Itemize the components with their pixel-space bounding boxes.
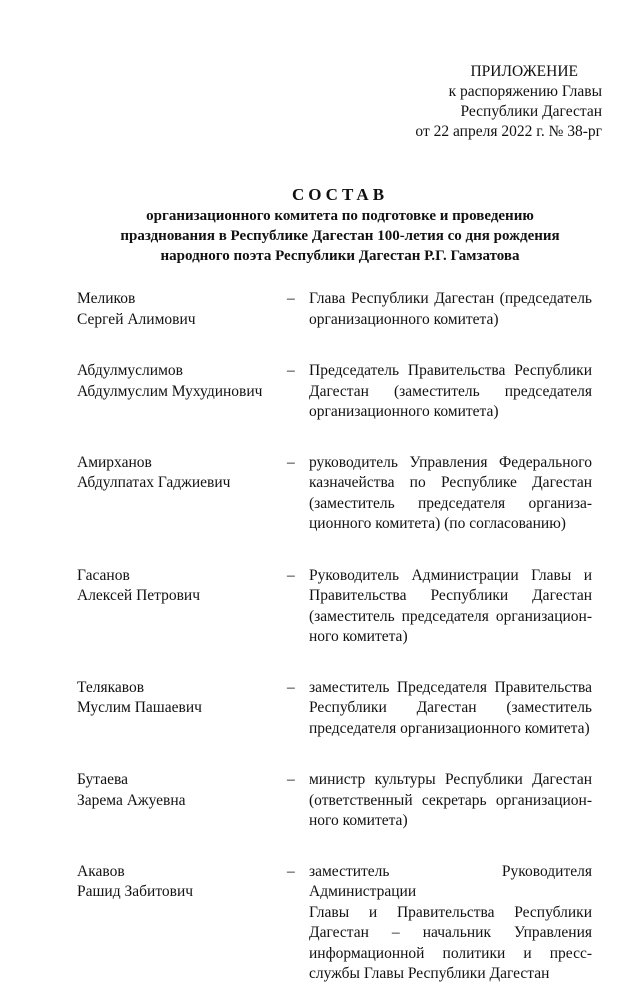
member-name	[77, 678, 287, 740]
member-name	[77, 453, 287, 535]
member-dash: –	[287, 678, 295, 696]
member-given-name: Муслим Пашаевич	[77, 699, 202, 716]
member-role-line: (заместитель председателя организа-	[309, 494, 592, 512]
member-role-line: министр культуры Республики Дагестан	[309, 771, 592, 788]
member-name	[77, 361, 287, 423]
member-role	[309, 770, 592, 832]
member-dash: –	[287, 771, 295, 788]
member-name	[77, 770, 287, 832]
member-role	[309, 361, 592, 423]
member-dash: –	[287, 362, 295, 379]
appendix-title: ПРИЛОЖЕНИЕ	[470, 63, 578, 80]
member-role	[309, 289, 592, 330]
member-role	[309, 566, 592, 648]
member-role-line: заместитель Председателя Правительства	[309, 678, 592, 696]
member-surname: Амирханов	[77, 453, 152, 471]
member-role	[309, 678, 592, 740]
member-role-line: Дагестан (заместитель председателя	[309, 382, 592, 400]
member-dash: –	[287, 290, 295, 307]
member-surname: Меликов	[77, 290, 136, 307]
member-role-line: Республики Дагестан (заместитель	[309, 699, 592, 716]
member-surname: Акавов	[77, 862, 125, 880]
member-row	[77, 289, 592, 330]
member-row	[77, 453, 592, 535]
member-role-line: Главы и Правительства Республики	[309, 903, 592, 921]
heading-line: празднования в Республике Дагестан 100-летия со дня рождения	[120, 228, 560, 244]
member-given-name: Алексей Петрович	[77, 587, 201, 604]
member-dash: –	[287, 453, 295, 471]
member-given-name: Абдулмуслим Мухудинович	[77, 382, 263, 400]
member-role-line: организационного комитета)	[309, 310, 499, 328]
member-role-line: председателя организационного комитета)	[309, 719, 590, 737]
member-name	[77, 289, 287, 330]
appendix-block	[415, 62, 602, 142]
member-role-line: Председатель Правительства Республики	[309, 362, 592, 379]
heading-line: организационного комитета по подготовке и проведению	[146, 208, 534, 224]
member-role-line: (ответственный секретарь организацион-	[309, 791, 592, 809]
member-role-line: Правительства Республики Дагестан	[309, 587, 592, 604]
heading-line: народного поэта Республики Дагестан Р.Г. Гамзатова	[160, 248, 520, 264]
document-heading	[60, 184, 620, 266]
member-role-line: ционного комитета) (по согласованию)	[309, 515, 566, 532]
appendix-date-line: от 22 апреля 2022 г. № 38-рг	[415, 123, 602, 140]
member-given-name: Сергей Алимович	[77, 310, 196, 328]
member-surname: Абдулмуслимов	[77, 362, 183, 379]
member-role-line: (заместитель председателя организацион-	[309, 607, 592, 625]
member-row	[77, 770, 592, 832]
member-given-name: Рашид Забитович	[77, 883, 194, 900]
member-row	[77, 678, 592, 740]
member-role-line: казначейства по Республике Дагестан	[309, 474, 592, 491]
member-role-line: ного комитета)	[309, 812, 408, 829]
member-row	[77, 361, 592, 423]
member-name	[77, 566, 287, 648]
member-dash: –	[287, 566, 295, 584]
member-role-line: Глава Республики Дагестан (председатель	[309, 290, 592, 307]
member-row	[77, 566, 592, 648]
member-name	[77, 862, 287, 985]
member-surname: Телякавов	[77, 678, 145, 696]
appendix-line: к распоряжению Главы	[448, 83, 602, 100]
member-role-line: информационной политики и пресс-	[309, 944, 592, 962]
member-role-line: службы Главы Республики Дагестан	[309, 965, 550, 982]
member-row	[77, 862, 592, 985]
member-surname: Гасанов	[77, 566, 130, 584]
member-role-line: организационного комитета)	[309, 403, 499, 420]
member-role	[309, 453, 592, 535]
committee-members-list	[77, 289, 592, 985]
member-role	[309, 862, 592, 985]
member-role-line: руководитель Управления Федерального	[309, 453, 592, 471]
member-role-line: заместитель Руководителя Администрации	[309, 862, 592, 900]
member-given-name: Зарема Ажуевна	[77, 791, 186, 809]
appendix-line: Республики Дагестан	[460, 103, 602, 120]
member-role-line: ного комитета)	[309, 628, 408, 645]
member-surname: Бутаева	[77, 771, 128, 788]
heading-title: СОСТАВ	[291, 185, 389, 204]
member-role-line: Дагестан – начальник Управления	[309, 924, 592, 941]
member-role-line: Руководитель Администрации Главы и	[309, 566, 592, 584]
member-given-name: Абдулпатах Гаджиевич	[77, 474, 231, 491]
member-dash: –	[287, 862, 295, 880]
